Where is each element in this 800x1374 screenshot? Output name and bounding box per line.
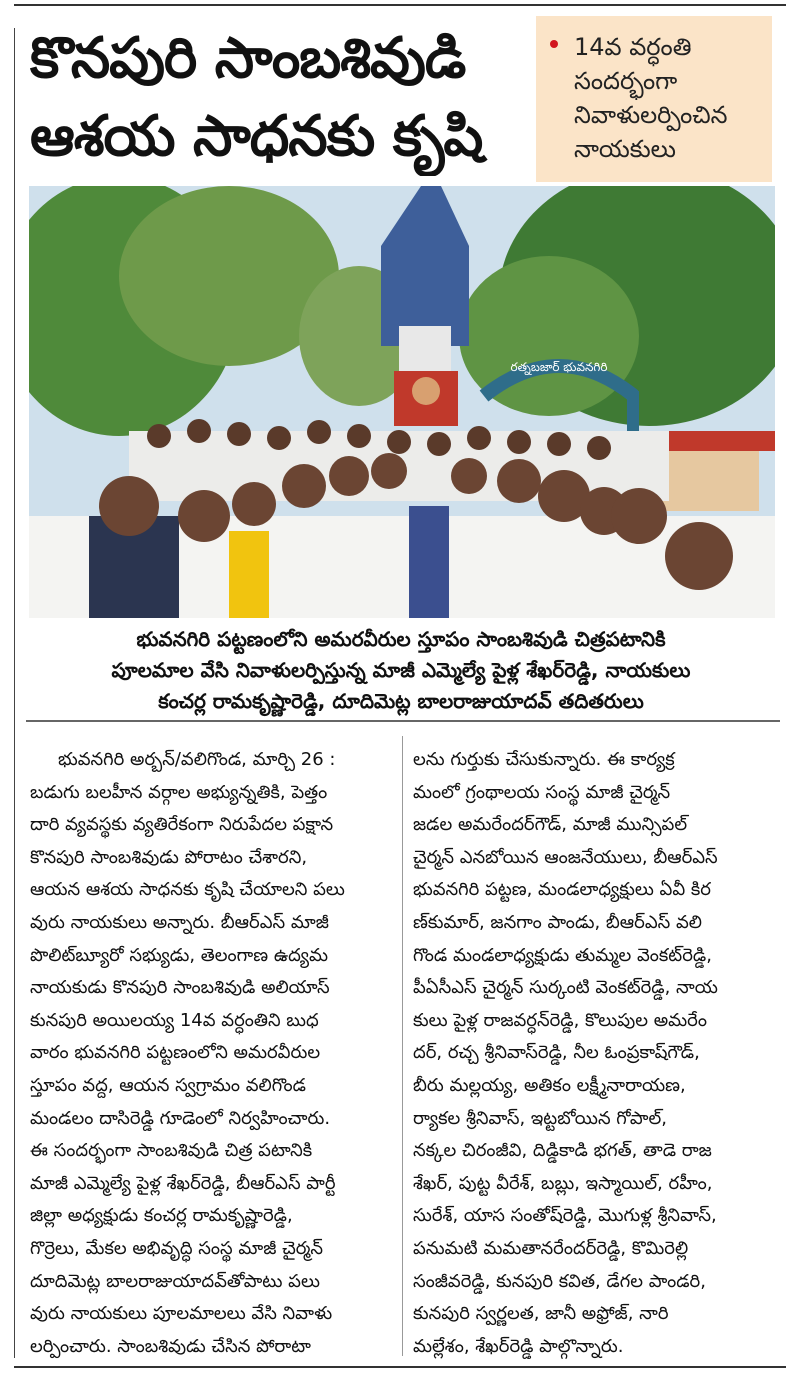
highlight-line: నాయకులు	[574, 135, 676, 163]
article-line: కునపురి స్వర్ణలత, జానీ అఫ్రోజ్, నారి	[413, 1303, 669, 1325]
article-line: మంలో గ్రంథాలయ సంస్థ మాజీ చైర్మన్	[413, 781, 671, 803]
article-column-2	[413, 744, 773, 1363]
bottom-rule	[14, 1366, 786, 1368]
article-line: పీఏసీఎస్ చైర్మన్ సుర్కంటి వెంకట్‌రెడ్డి, నాయ	[413, 977, 718, 999]
article-column-1	[30, 744, 392, 1363]
article-line: పొలిట్‌బ్యూరో సభ్యుడు, తెలంగాణ ఉద్యమ	[30, 944, 329, 966]
article-line: లర్పించారు. సాంబశివుడు చేసిన పోరాటా	[30, 1335, 311, 1357]
article-line: దూదిమెట్ల బాలరాజుయాదవ్‌తోపాటు పలు	[30, 1270, 320, 1292]
highlight-box	[536, 16, 772, 182]
article-line: కులు పైళ్ల రాజవర్ధన్‌రెడ్డి, కొలుపుల అమరేం	[413, 1009, 707, 1031]
article-line: శేఖర్, పుట్ట వీరేశ్, బబ్లు, ఇస్మాయిల్, రహీం,	[413, 1172, 713, 1194]
caption-line: భువనగిరి పట్టణంలోని అమరవీరుల స్తూపం సాంబశివుడి చిత్రపటానికి	[136, 627, 666, 651]
article-line: గొర్రెలు, మేకల అభివృద్ధి సంస్థ మాజీ చైర్మన్	[30, 1237, 324, 1259]
article-line: ర్యాకల శ్రీనివాస్, ఇట్టబోయిన గోపాల్,	[413, 1107, 667, 1129]
article-line: స్తూపం వద్ద, ఆయన స్వగ్రామం వలిగొండ	[30, 1074, 306, 1096]
article-line: వారం భువనగిరి పట్టణంలోని అమరవీరుల	[30, 1042, 321, 1064]
article-line: పనుమటి మమతానరేందర్‌రెడ్డి, కొమిరెల్లి	[413, 1237, 689, 1259]
article-line: లను గుర్తుకు చేసుకున్నారు. ఈ కార్యక్ర	[413, 749, 675, 770]
headline-line-2: ఆశయ సాధనకు కృషి	[30, 104, 483, 169]
article-line: గొండ మండలాధ్యక్షుడు తుమ్మల వెంకట్‌రెడ్డి,	[413, 944, 712, 966]
headline	[30, 20, 535, 176]
article-line: కునపురి అయిలయ్య 14వ వర్ధంతిని బుధ	[30, 1009, 319, 1031]
highlight-line: 14వ వర్ధంతి	[574, 33, 692, 61]
article-line: నాయకుడు కొనపురి సాంబశివుడి అలియాస్	[30, 977, 330, 999]
article-line: భువనగిరి పట్టణ, మండలాధ్యక్షులు ఏవీ కిర	[413, 879, 711, 901]
column-divider	[402, 736, 403, 1356]
article-line: ణ్‌కుమార్, జనగాం పాండు, బీఆర్ఎస్ వలి	[413, 911, 702, 933]
photo-caption	[60, 624, 742, 717]
caption-line: పూలమాల వేసి నివాళులర్పిస్తున్న మాజీ ఎమ్మెల్యే పైళ్ల శేఖర్‌రెడ్డి, నాయకులు	[111, 658, 691, 682]
article-line: భువనగిరి అర్బన్/వలిగొండ, మార్చి 26 :	[58, 749, 336, 770]
arch-banner-text: రత్నబజార్ భువనగిరి	[510, 360, 608, 374]
caption-divider	[26, 720, 780, 722]
article-line: బడుగు బలహీన వర్గాల అభ్యున్నతికి, పెత్తం	[30, 781, 328, 803]
article-line: జడల అమరేందర్‌గౌడ్, మాజీ మున్సిపల్	[413, 814, 688, 836]
article-line: మల్లేశం, శేఖర్‌రెడ్డి పాల్గొన్నారు.	[413, 1335, 624, 1357]
article-line: జిల్లా అధ్యక్షుడు కంచర్ల రామకృష్ణారెడ్డి,	[30, 1205, 293, 1227]
article-line: మండలం దాసిరెడ్డి గూడెంలో నిర్వహించారు.	[30, 1107, 331, 1129]
article-line: ఈ సందర్భంగా సాంబశివుడి చిత్ర పటానికి	[30, 1140, 313, 1162]
article-line: మాజీ ఎమ్మెల్యే పైళ్ల శేఖర్‌రెడ్డి, బీఆర్ఎస్ పార్టీ	[30, 1172, 336, 1194]
left-rule	[14, 28, 15, 1358]
highlight-line: నివాళులర్పించిన	[574, 101, 728, 129]
article-line: ఆయన ఆశయ సాధనకు కృషి చేయాలని పలు	[30, 879, 345, 901]
article-line: కొనపురి సాంబశివుడు పోరాటం చేశారని,	[30, 846, 308, 868]
top-rule	[14, 4, 786, 6]
article-line: వురు నాయకులు అన్నారు. బీఆర్ఎస్ మాజీ	[30, 911, 329, 933]
caption-line: కంచర్ల రామకృష్ణారెడ్డి, దూదిమెట్ల బాలరాజుయాదవ్ తదితరులు	[158, 689, 644, 713]
article-line: చైర్మన్ ఎనబోయిన ఆంజనేయులు, బీఆర్ఎస్	[413, 846, 718, 868]
article-line: దారి వ్యవస్థకు వ్యతిరేకంగా నిరుపేదల పక్షాన	[30, 814, 334, 836]
headline-line-1: కొనపురి సాంబశివుడి	[30, 26, 466, 91]
news-photo	[29, 186, 775, 618]
article-line: సంజీవరెడ్డి, కునపురి కవిత, డేగల పాండరి,	[413, 1270, 706, 1292]
article-line: నక్కల చిరంజీవి, దిడ్డికాడి భగత్, తాడె రాజ	[413, 1140, 712, 1162]
article-line: వురు నాయకులు పూలమాలలు వేసి నివాళు	[30, 1303, 333, 1325]
bullet-icon	[550, 40, 558, 48]
highlight-text	[574, 30, 760, 166]
highlight-line: సందర్భంగా	[574, 67, 678, 95]
article-line: దర్, రచ్చ శ్రీనివాస్‌రెడ్డి, నీల ఓంప్రకాష్‌గౌడ్,	[413, 1042, 700, 1064]
article-line: సురేశ్, యాస సంతోష్‌రెడ్డి, మొగుళ్ల శ్రీనివాస్,	[413, 1205, 717, 1227]
tribute-photo-illustration	[29, 186, 775, 618]
article-line: బీరు మల్లయ్య, అతికం లక్ష్మీనారాయణ,	[413, 1074, 686, 1096]
